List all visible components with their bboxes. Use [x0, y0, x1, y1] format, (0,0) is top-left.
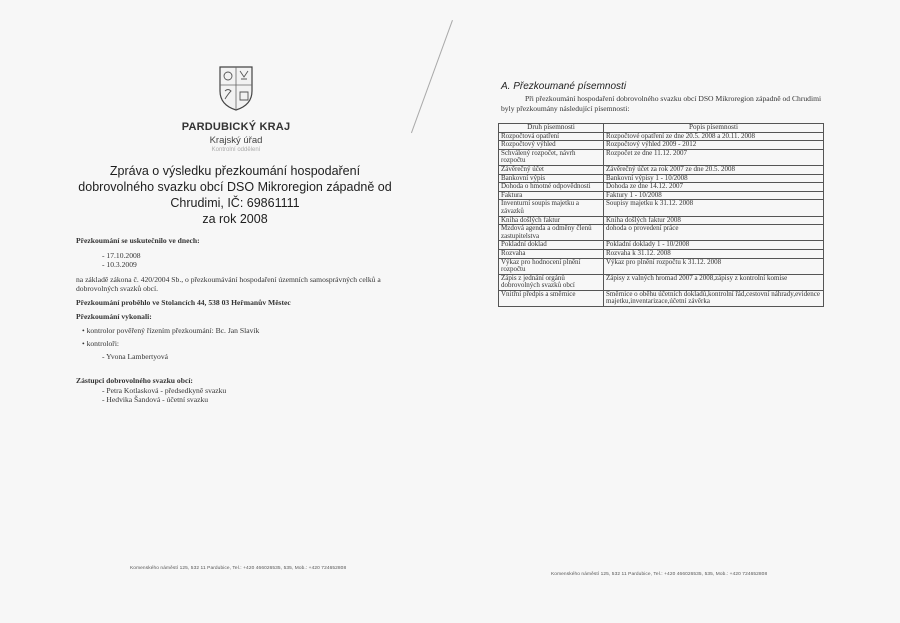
document-description-cell: Závěrečný účet za rok 2007 ze dne 20.5. 2008 [604, 165, 824, 174]
lead-controller-text: kontrolor pověřený řízením přezkoumání: Bc. Jan Slavík [86, 325, 260, 335]
column-header: Popis písemnosti [604, 124, 824, 133]
table-row [499, 141, 824, 150]
performers-section [76, 312, 259, 361]
document-description-cell: Rozvaha k 31.12. 2008 [604, 249, 824, 258]
document-description-cell: Zápisy z valných hromad 2007 a 2008,zápisy z kontrolní komise [604, 274, 824, 290]
lead-controller: • kontrolor pověřený řízením přezkoumání: Bc. Jan Slavík [82, 325, 260, 335]
legal-basis: na základě zákona č. 420/2004 Sb., o přezkoumávání hospodaření územních samosprávných celků a dobrovolných svazků obcí. [76, 274, 381, 293]
table-row [499, 258, 824, 274]
footer-address-left: Komenského náměstí 125, 532 11 Pardubice, Tel.: +420 466026535, 535, Mob.: +420 724652808 [130, 566, 347, 571]
document-description-cell: Rozpočet ze dne 11.12. 2007 [604, 149, 824, 165]
document-type-cell: Faktura [499, 191, 604, 200]
department-name: Kontrolní oddělení [211, 147, 261, 153]
document-description-cell: Faktury 1 - 10/2008 [604, 191, 824, 200]
region-name: PARDUBICKÝ KRAJ [181, 121, 291, 133]
document-description-cell: Rozpočtový výhled 2009 - 2012 [604, 141, 824, 150]
table-row [499, 225, 824, 241]
representative: - Hedvika Šandová - účetní svazku [102, 395, 209, 404]
footer-address-right: Komenského náměstí 125, 532 11 Pardubice, Tel.: +420 466026535, 535, Mob.: +420 724652808 [551, 572, 768, 577]
document-type-cell: Kniha došlých faktur [499, 216, 604, 225]
review-date: - 10.3.2009 [102, 260, 137, 269]
table-row [499, 165, 824, 174]
document-type-cell: Inventurní soupis majetku a závazků [499, 200, 604, 216]
representatives-heading: Zástupci dobrovolného svazku obcí: [76, 376, 193, 385]
document-description-cell: Dohoda ze dne 14.12. 2007 [604, 183, 824, 192]
document-description-cell: Výkaz pro plnění rozpočtu k 31.12. 2008 [604, 258, 824, 274]
performers-heading: Přezkoumání vykonali: [76, 312, 152, 321]
document-type-cell: Vnitřní předpis a směrnice [499, 290, 604, 306]
table-body [499, 132, 824, 306]
document-description-cell: Kniha došlých faktur 2008 [604, 216, 824, 225]
table-header-row [499, 124, 824, 133]
table-row [499, 274, 824, 290]
table-row [499, 149, 824, 165]
title-line: za rok 2008 [202, 212, 268, 226]
controller-name: - Yvona Lambertyová [102, 351, 169, 361]
document-description-cell: dohoda o provedení práce [604, 225, 824, 241]
report-title [60, 163, 410, 227]
section-a-intro: Při přezkoumání hospodaření dobrovolného svazku obcí DSO Mikroregion západně od Chrudimi byly přezkoumány následující písemnosti: [501, 94, 822, 113]
review-place-text: Přezkoumání proběhlo ve Stolancích 44, 538 03 Heřmanův Městec [76, 298, 291, 307]
controllers-label: • kontroloři: [82, 339, 120, 348]
document-description-cell: Bankovní výpisy 1 - 10/2008 [604, 174, 824, 183]
authority-header [150, 121, 322, 153]
document-description-cell: Směrnice o oběhu účetních dokladů,kontrolní řád,cestovní náhrady,evidence majetku,inventarizace,účetní závěrka [604, 290, 824, 306]
document-type-cell: Rozvaha [499, 249, 604, 258]
title-line: Zpráva o výsledku přezkoumání hospodaření [109, 164, 361, 178]
title-line: dobrovolného svazku obcí DSO Mikroregion západně od [78, 180, 392, 194]
document-type-cell: Zápis z jednání orgánů dobrovolných svazků obcí [499, 274, 604, 290]
document-description-cell: Pokladní doklady 1 - 10/2008 [604, 241, 824, 250]
table-row [499, 249, 824, 258]
review-place [76, 298, 291, 308]
document-type-cell: Schválený rozpočet, návrh rozpočtu [499, 149, 604, 165]
document-type-cell: Rozpočtový výhled [499, 141, 604, 150]
controllers-label-text: kontroloři: [86, 339, 120, 348]
review-dates-heading: Přezkoumání se uskutečnilo ve dnech: [76, 236, 200, 245]
document-type-cell: Pokladní doklad [499, 241, 604, 250]
table-row [499, 200, 824, 216]
table-row [499, 183, 824, 192]
title-line: Chrudimi, IČ: 69861111 [170, 196, 300, 210]
representatives-section [76, 376, 226, 405]
documents-table [498, 123, 824, 307]
document-description-cell: Soupisy majetku k 31.12. 2008 [604, 200, 824, 216]
review-dates-section [76, 236, 406, 294]
document-type-cell: Výkaz pro hodnocení plnění rozpočtu [499, 258, 604, 274]
coat-of-arms-icon [218, 65, 254, 111]
document-type-cell: Mzdová agenda a odměny členů zastupitelstva [499, 225, 604, 241]
office-name: Krajský úřad [209, 135, 263, 146]
representative: - Petra Kotlasková - předsedkyně svazku [102, 385, 227, 395]
document-description-cell: Rozpočtové opatření ze dne 20.5. 2008 a 20.11. 2008 [604, 132, 824, 141]
document-type-cell: Bankovní výpis [499, 174, 604, 183]
review-date: - 17.10.2008 [102, 250, 141, 260]
document-type-cell: Závěrečný účet [499, 165, 604, 174]
column-header: Druh písemnosti [499, 124, 604, 133]
document-type-cell: Dohoda o hmotné odpovědnosti [499, 183, 604, 192]
document-type-cell: Rozpočtová opatření [499, 132, 604, 141]
table-row [499, 290, 824, 306]
section-a-title: A. Přezkoumané písemnosti [501, 81, 627, 92]
